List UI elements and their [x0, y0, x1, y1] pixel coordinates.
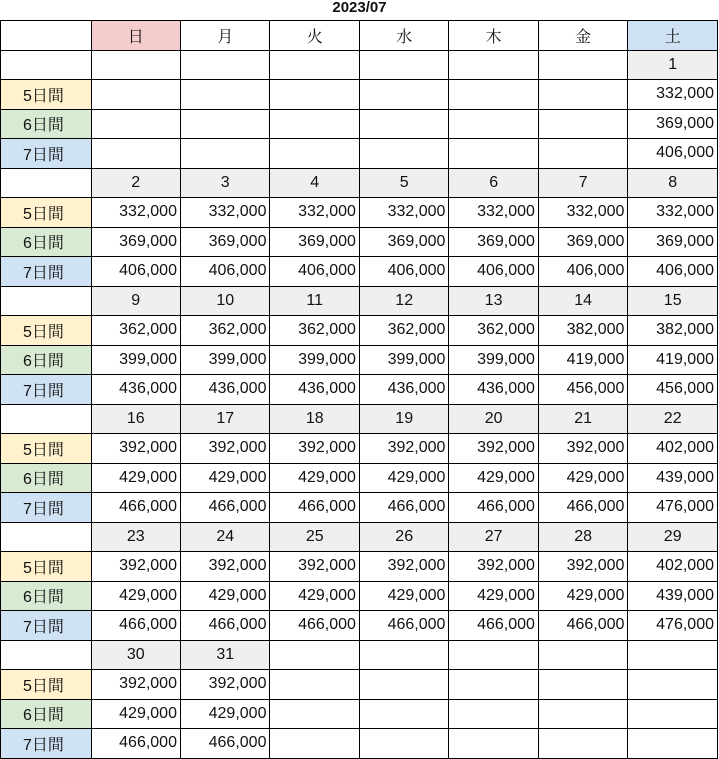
- date-row-label-cell: [1, 50, 92, 80]
- price-row-5days: [1, 434, 718, 464]
- price-cell: [270, 139, 359, 169]
- duration-label: 6日間: [1, 581, 92, 611]
- price-cell: [628, 670, 718, 700]
- price-cell: 419,000: [538, 345, 627, 375]
- price-cell: [449, 729, 538, 759]
- price-cell: 369,000: [91, 227, 180, 257]
- duration-label: 6日間: [1, 227, 92, 257]
- date-cell: 7: [538, 168, 627, 198]
- date-cell: 23: [91, 522, 180, 552]
- weekday-tuesday: 火: [270, 21, 359, 51]
- price-row-5days: [1, 316, 718, 346]
- price-cell: 399,000: [180, 345, 269, 375]
- date-cell: [538, 50, 627, 80]
- price-cell: [91, 80, 180, 110]
- weekday-monday: 月: [180, 21, 269, 51]
- date-cell: 3: [180, 168, 269, 198]
- price-row-6days: [1, 699, 718, 729]
- date-cell: [449, 50, 538, 80]
- price-cell: 402,000: [628, 434, 718, 464]
- price-cell: 332,000: [538, 198, 627, 228]
- duration-label: 6日間: [1, 463, 92, 493]
- price-cell: [538, 80, 627, 110]
- price-cell: 429,000: [180, 581, 269, 611]
- price-cell: [538, 109, 627, 139]
- price-cell: [359, 139, 448, 169]
- price-cell: [628, 729, 718, 759]
- weekday-sunday: 日: [91, 21, 180, 51]
- date-cell: 18: [270, 404, 359, 434]
- price-cell: [270, 729, 359, 759]
- price-cell: 332,000: [180, 198, 269, 228]
- date-cell: [270, 640, 359, 670]
- date-row-label-cell: [1, 168, 92, 198]
- price-cell: 406,000: [538, 257, 627, 287]
- price-cell: 402,000: [628, 552, 718, 582]
- price-cell: 439,000: [628, 581, 718, 611]
- date-cell: 4: [270, 168, 359, 198]
- price-cell: 399,000: [449, 345, 538, 375]
- weekday-header-row: [1, 21, 718, 51]
- duration-label: 7日間: [1, 729, 92, 759]
- price-cell: 392,000: [180, 552, 269, 582]
- weekday-saturday: 土: [628, 21, 718, 51]
- price-calendar-table: [0, 20, 718, 759]
- duration-label: 7日間: [1, 493, 92, 523]
- duration-label: 7日間: [1, 257, 92, 287]
- date-cell: 2: [91, 168, 180, 198]
- price-cell: 392,000: [91, 552, 180, 582]
- price-cell: [449, 139, 538, 169]
- price-cell: 439,000: [628, 463, 718, 493]
- price-cell: [538, 729, 627, 759]
- price-cell: 369,000: [270, 227, 359, 257]
- price-cell: 392,000: [270, 552, 359, 582]
- price-row-6days: [1, 109, 718, 139]
- price-cell: 466,000: [359, 611, 448, 641]
- price-cell: [359, 699, 448, 729]
- price-cell: 466,000: [449, 611, 538, 641]
- corner-cell: [1, 21, 92, 51]
- price-cell: 399,000: [359, 345, 448, 375]
- date-cell: 14: [538, 286, 627, 316]
- price-cell: 362,000: [180, 316, 269, 346]
- price-cell: 369,000: [628, 227, 718, 257]
- price-row-5days: [1, 670, 718, 700]
- price-cell: 436,000: [449, 375, 538, 405]
- date-cell: [449, 640, 538, 670]
- price-cell: 332,000: [270, 198, 359, 228]
- duration-label: 6日間: [1, 699, 92, 729]
- date-cell: 22: [628, 404, 718, 434]
- date-row: [1, 522, 718, 552]
- date-cell: 10: [180, 286, 269, 316]
- price-cell: 406,000: [359, 257, 448, 287]
- price-cell: 466,000: [180, 611, 269, 641]
- price-cell: 456,000: [538, 375, 627, 405]
- date-cell: 30: [91, 640, 180, 670]
- price-cell: 392,000: [538, 434, 627, 464]
- price-row-6days: [1, 581, 718, 611]
- price-cell: 392,000: [449, 552, 538, 582]
- price-cell: [180, 109, 269, 139]
- price-cell: [180, 139, 269, 169]
- price-row-6days: [1, 463, 718, 493]
- price-cell: 392,000: [180, 670, 269, 700]
- duration-label: 5日間: [1, 316, 92, 346]
- date-row-label-cell: [1, 522, 92, 552]
- duration-label: 7日間: [1, 375, 92, 405]
- price-row-7days: [1, 139, 718, 169]
- date-row: [1, 50, 718, 80]
- price-cell: [449, 80, 538, 110]
- price-cell: [270, 670, 359, 700]
- price-cell: 392,000: [449, 434, 538, 464]
- date-cell: 20: [449, 404, 538, 434]
- price-cell: 466,000: [538, 493, 627, 523]
- price-cell: [359, 670, 448, 700]
- duration-label: 7日間: [1, 139, 92, 169]
- date-cell: 1: [628, 50, 718, 80]
- price-cell: 429,000: [538, 581, 627, 611]
- price-cell: 476,000: [628, 493, 718, 523]
- duration-label: 5日間: [1, 670, 92, 700]
- price-cell: 429,000: [180, 463, 269, 493]
- price-cell: 332,000: [449, 198, 538, 228]
- price-cell: 466,000: [180, 729, 269, 759]
- date-cell: 19: [359, 404, 448, 434]
- date-row: [1, 168, 718, 198]
- price-cell: 466,000: [449, 493, 538, 523]
- date-row-label-cell: [1, 640, 92, 670]
- date-cell: 13: [449, 286, 538, 316]
- date-cell: 12: [359, 286, 448, 316]
- date-cell: [270, 50, 359, 80]
- price-cell: 406,000: [180, 257, 269, 287]
- price-cell: 382,000: [538, 316, 627, 346]
- price-cell: 362,000: [270, 316, 359, 346]
- date-row: [1, 404, 718, 434]
- price-row-6days: [1, 345, 718, 375]
- date-cell: 15: [628, 286, 718, 316]
- price-cell: [538, 699, 627, 729]
- price-cell: 466,000: [359, 493, 448, 523]
- price-cell: 392,000: [359, 552, 448, 582]
- duration-label: 7日間: [1, 611, 92, 641]
- price-cell: 466,000: [91, 493, 180, 523]
- price-cell: 436,000: [270, 375, 359, 405]
- price-cell: 429,000: [270, 581, 359, 611]
- price-cell: [449, 670, 538, 700]
- date-row-label-cell: [1, 404, 92, 434]
- price-cell: 406,000: [91, 257, 180, 287]
- price-cell: 406,000: [628, 257, 718, 287]
- price-cell: [538, 139, 627, 169]
- price-cell: 362,000: [449, 316, 538, 346]
- price-cell: 429,000: [180, 699, 269, 729]
- price-cell: 466,000: [270, 493, 359, 523]
- duration-label: 5日間: [1, 434, 92, 464]
- price-cell: [449, 699, 538, 729]
- date-cell: 16: [91, 404, 180, 434]
- duration-label: 5日間: [1, 80, 92, 110]
- price-cell: 429,000: [91, 581, 180, 611]
- price-cell: 399,000: [91, 345, 180, 375]
- price-cell: 392,000: [538, 552, 627, 582]
- price-cell: 369,000: [449, 227, 538, 257]
- price-cell: 429,000: [359, 581, 448, 611]
- price-cell: 362,000: [359, 316, 448, 346]
- date-cell: [180, 50, 269, 80]
- price-row-7days: [1, 375, 718, 405]
- duration-label: 6日間: [1, 109, 92, 139]
- price-cell: 392,000: [270, 434, 359, 464]
- price-row-7days: [1, 257, 718, 287]
- price-cell: 406,000: [449, 257, 538, 287]
- price-row-5days: [1, 198, 718, 228]
- price-cell: 456,000: [628, 375, 718, 405]
- price-row-5days: [1, 80, 718, 110]
- date-cell: 17: [180, 404, 269, 434]
- price-cell: [270, 699, 359, 729]
- price-cell: 429,000: [449, 463, 538, 493]
- duration-label: 5日間: [1, 552, 92, 582]
- price-cell: 332,000: [91, 198, 180, 228]
- date-cell: 24: [180, 522, 269, 552]
- date-cell: 31: [180, 640, 269, 670]
- price-cell: 392,000: [180, 434, 269, 464]
- price-cell: 332,000: [628, 80, 718, 110]
- price-cell: 429,000: [538, 463, 627, 493]
- price-cell: 369,000: [538, 227, 627, 257]
- price-cell: [180, 80, 269, 110]
- price-cell: 466,000: [91, 611, 180, 641]
- date-cell: 6: [449, 168, 538, 198]
- price-cell: 369,000: [628, 109, 718, 139]
- price-cell: [628, 699, 718, 729]
- date-cell: [91, 50, 180, 80]
- date-cell: [359, 640, 448, 670]
- weekday-thursday: 木: [449, 21, 538, 51]
- date-cell: 21: [538, 404, 627, 434]
- price-cell: 429,000: [91, 699, 180, 729]
- date-row: [1, 640, 718, 670]
- price-cell: 406,000: [628, 139, 718, 169]
- price-cell: 392,000: [91, 670, 180, 700]
- date-cell: 25: [270, 522, 359, 552]
- date-cell: 28: [538, 522, 627, 552]
- price-cell: 429,000: [359, 463, 448, 493]
- price-cell: 429,000: [449, 581, 538, 611]
- date-row: [1, 286, 718, 316]
- date-cell: 11: [270, 286, 359, 316]
- price-cell: 332,000: [628, 198, 718, 228]
- price-cell: [359, 109, 448, 139]
- date-cell: [359, 50, 448, 80]
- price-cell: [270, 109, 359, 139]
- price-cell: 392,000: [91, 434, 180, 464]
- date-cell: 9: [91, 286, 180, 316]
- date-cell: [628, 640, 718, 670]
- price-row-7days: [1, 611, 718, 641]
- price-cell: 419,000: [628, 345, 718, 375]
- price-cell: 332,000: [359, 198, 448, 228]
- price-cell: 429,000: [270, 463, 359, 493]
- price-cell: [359, 80, 448, 110]
- price-cell: [91, 109, 180, 139]
- date-cell: 8: [628, 168, 718, 198]
- price-cell: [91, 139, 180, 169]
- date-cell: [538, 640, 627, 670]
- price-cell: 466,000: [180, 493, 269, 523]
- duration-label: 6日間: [1, 345, 92, 375]
- date-cell: 29: [628, 522, 718, 552]
- weekday-wednesday: 水: [359, 21, 448, 51]
- price-cell: 436,000: [91, 375, 180, 405]
- price-cell: [270, 80, 359, 110]
- price-cell: 429,000: [91, 463, 180, 493]
- price-cell: [359, 729, 448, 759]
- price-cell: 362,000: [91, 316, 180, 346]
- price-cell: 399,000: [270, 345, 359, 375]
- price-row-5days: [1, 552, 718, 582]
- price-cell: 382,000: [628, 316, 718, 346]
- price-cell: 466,000: [91, 729, 180, 759]
- price-cell: 436,000: [359, 375, 448, 405]
- price-cell: 436,000: [180, 375, 269, 405]
- price-row-7days: [1, 729, 718, 759]
- calendar-title: 2023/07: [332, 0, 387, 16]
- price-cell: 466,000: [538, 611, 627, 641]
- price-cell: 369,000: [359, 227, 448, 257]
- price-cell: 466,000: [270, 611, 359, 641]
- price-cell: 406,000: [270, 257, 359, 287]
- date-cell: 5: [359, 168, 448, 198]
- price-cell: 476,000: [628, 611, 718, 641]
- date-row-label-cell: [1, 286, 92, 316]
- weekday-friday: 金: [538, 21, 627, 51]
- price-row-7days: [1, 493, 718, 523]
- price-cell: 369,000: [180, 227, 269, 257]
- price-cell: 392,000: [359, 434, 448, 464]
- duration-label: 5日間: [1, 198, 92, 228]
- price-cell: [538, 670, 627, 700]
- date-cell: 27: [449, 522, 538, 552]
- price-cell: [449, 109, 538, 139]
- date-cell: 26: [359, 522, 448, 552]
- price-row-6days: [1, 227, 718, 257]
